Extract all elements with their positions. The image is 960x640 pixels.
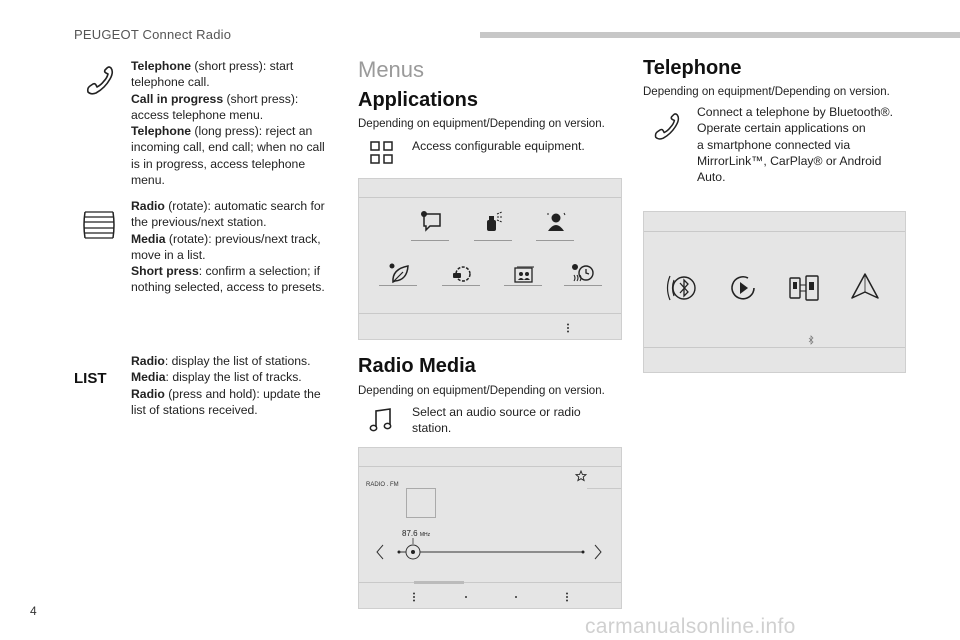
phone-icon xyxy=(652,113,680,141)
radio-media-title: Radio Media xyxy=(358,355,476,377)
document-header: PEUGEOT Connect Radio xyxy=(74,27,232,42)
list-button-label: LIST xyxy=(74,370,107,387)
applications-screen xyxy=(358,178,622,340)
telephone-description: Telephone (short press): start telephone call. Call in progress (short press): access telephone menu. Telephone (long press): reject an incoming call, end call; when no call is in progress, access telephone menu. xyxy=(131,59,325,188)
menus-title: Menus xyxy=(358,57,425,82)
applications-description: Access configurable equipment. xyxy=(412,139,585,153)
vehicle-settings-icon xyxy=(451,263,473,285)
android-auto-icon xyxy=(849,272,881,302)
mirror-screen-icon xyxy=(788,271,820,303)
radio-media-description: Select an audio source or radio station. xyxy=(412,405,581,436)
site-watermark: carmanualsonline.info xyxy=(585,615,796,638)
media-play-icon xyxy=(728,273,758,303)
telephone-menu-description: Connect a telephone by Bluetooth®. Operate certain applications on a smartphone connected via MirrorLink™, CarPlay® or Android Auto. xyxy=(697,105,893,185)
driver-profile-icon xyxy=(545,211,567,233)
list-description: Radio: display the list of stations. Media: display the list of tracks. Radio (press and hold): update the list of stations received. xyxy=(131,354,321,417)
programmable-heating-icon xyxy=(571,263,595,285)
radio-media-subtitle: Depending on equipment/Depending on version. xyxy=(358,385,605,397)
telephone-subtitle: Depending on equipment/Depending on version. xyxy=(643,86,890,98)
music-note-icon xyxy=(368,407,394,433)
bottom-bar-dots xyxy=(359,592,621,602)
more-options-icon[interactable] xyxy=(565,323,571,333)
bluetooth-status-icon xyxy=(808,335,814,345)
band-label: RADIO . FM xyxy=(366,482,399,488)
messages-icon xyxy=(421,211,443,233)
next-station-icon[interactable] xyxy=(593,544,603,560)
fragrance-icon xyxy=(483,211,505,233)
phone-icon xyxy=(84,66,114,96)
telephone-title: Telephone xyxy=(643,57,742,79)
knob-description: Radio (rotate): automatic search for the previous/next station. Media (rotate): previous/next track, move in a list. Short press: confirm a selection; if nothing selected, access to presets. xyxy=(131,199,325,295)
applications-title: Applications xyxy=(358,89,479,111)
header-rule xyxy=(480,32,960,38)
telephone-screen xyxy=(643,211,906,373)
rotary-knob-icon xyxy=(82,210,116,240)
eco-leaf-icon xyxy=(389,263,411,285)
page-number: 4 xyxy=(30,604,37,618)
applications-subtitle: Depending on equipment/Depending on version. xyxy=(358,118,605,130)
frequency-readout: 87.6 MHz xyxy=(402,529,431,538)
grid-apps-icon xyxy=(370,141,394,165)
contacts-card-icon xyxy=(513,265,535,285)
radio-media-screen xyxy=(358,447,622,609)
frequency-slider[interactable] xyxy=(395,538,587,562)
prev-station-icon[interactable] xyxy=(375,544,385,560)
source-tab-indicator xyxy=(414,581,464,584)
favourite-star-icon[interactable] xyxy=(575,470,587,482)
station-artwork xyxy=(406,488,436,518)
bluetooth-icon xyxy=(664,272,696,304)
